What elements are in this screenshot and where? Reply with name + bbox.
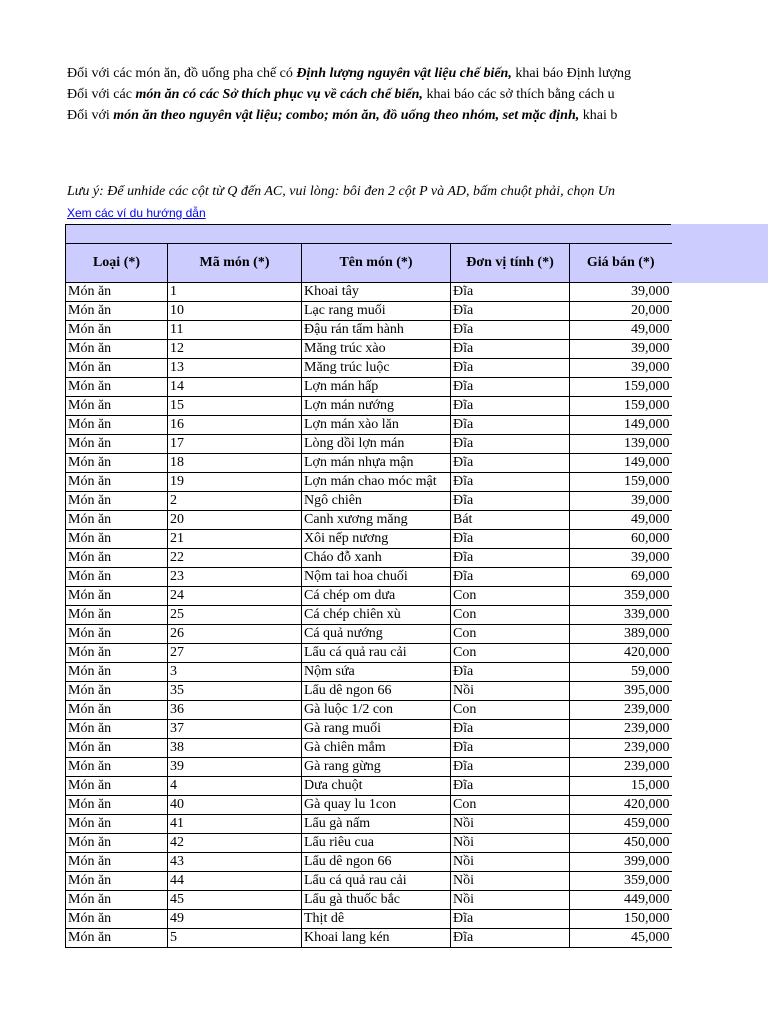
cell-type[interactable]: Món ăn — [66, 929, 168, 948]
cell-code[interactable]: 24 — [168, 587, 302, 606]
cell-code[interactable]: 21 — [168, 530, 302, 549]
cell-unit[interactable]: Đĩa — [451, 530, 570, 549]
table-row — [66, 549, 672, 568]
header-band — [65, 224, 671, 244]
cell-unit[interactable]: Nồi — [451, 872, 570, 891]
cell-code[interactable]: 39 — [168, 758, 302, 777]
table-row — [66, 872, 672, 891]
note-emphasis: món ăn theo nguyên vật liệu; combo; món ăn, đồ uống theo nhóm, set mặc định, — [113, 108, 580, 123]
cell-unit[interactable]: Đĩa — [451, 492, 570, 511]
cell-code[interactable]: 2 — [168, 492, 302, 511]
cell-unit[interactable]: Đĩa — [451, 321, 570, 340]
table-row — [66, 720, 672, 739]
cell-unit[interactable]: Đĩa — [451, 416, 570, 435]
note-text: Đối với các món ăn, đồ uống pha chế có — [67, 66, 297, 81]
cell-name[interactable]: Lợn mán xào lăn — [302, 416, 451, 435]
cell-code[interactable]: 20 — [168, 511, 302, 530]
table-row — [66, 283, 672, 302]
note-emphasis: món ăn có các Sở thích phục vụ về cách chế biến, — [135, 87, 423, 102]
cell-price[interactable]: 159,000 — [570, 397, 672, 416]
cell-unit[interactable]: Đĩa — [451, 777, 570, 796]
instruction-line-3 — [67, 108, 671, 124]
cell-price[interactable]: 359,000 — [570, 872, 672, 891]
cell-code[interactable]: 26 — [168, 625, 302, 644]
note-text: khai báo các sở thích bằng cách u — [422, 87, 615, 102]
cell-name[interactable]: Xôi nếp nương — [302, 530, 451, 549]
cell-price[interactable]: 399,000 — [570, 853, 672, 872]
cell-code[interactable]: 43 — [168, 853, 302, 872]
cell-type[interactable]: Món ăn — [66, 777, 168, 796]
cell-price[interactable]: 39,000 — [570, 549, 672, 568]
cell-code[interactable]: 14 — [168, 378, 302, 397]
cell-name[interactable]: Lẩu gà nấm — [302, 815, 451, 834]
cell-type[interactable]: Món ăn — [66, 492, 168, 511]
unhide-columns-note: Lưu ý: Để unhide các cột từ Q đến AC, vui lòng: bôi đen 2 cột P và AD, bấm chuột phải, chọn Un — [67, 184, 615, 199]
cell-unit[interactable]: Nồi — [451, 682, 570, 701]
cell-unit[interactable]: Con — [451, 587, 570, 606]
table-row — [66, 625, 672, 644]
cell-unit[interactable]: Nồi — [451, 815, 570, 834]
cell-type[interactable]: Món ăn — [66, 378, 168, 397]
cell-type[interactable]: Món ăn — [66, 682, 168, 701]
cell-price[interactable]: 239,000 — [570, 720, 672, 739]
cell-unit[interactable]: Con — [451, 644, 570, 663]
cell-name[interactable]: Cá quả nướng — [302, 625, 451, 644]
col-header-unit[interactable]: Đơn vị tính (*) — [451, 244, 570, 283]
table-row — [66, 929, 672, 948]
table-row — [66, 663, 672, 682]
cell-price[interactable]: 49,000 — [570, 321, 672, 340]
cell-code[interactable]: 11 — [168, 321, 302, 340]
cell-name[interactable]: Lẩu riêu cua — [302, 834, 451, 853]
cell-type[interactable]: Món ăn — [66, 302, 168, 321]
table-row — [66, 454, 672, 473]
cell-price[interactable]: 49,000 — [570, 511, 672, 530]
cell-unit[interactable]: Con — [451, 701, 570, 720]
cell-code[interactable]: 12 — [168, 340, 302, 359]
cell-price[interactable]: 59,000 — [570, 663, 672, 682]
col-header-type[interactable]: Loại (*) — [66, 244, 168, 283]
cell-name[interactable]: Cá chép om dưa — [302, 587, 451, 606]
cell-unit[interactable]: Đĩa — [451, 340, 570, 359]
cell-type[interactable]: Món ăn — [66, 454, 168, 473]
table-row — [66, 606, 672, 625]
cell-name[interactable]: Măng trúc luộc — [302, 359, 451, 378]
cell-unit[interactable]: Đĩa — [451, 568, 570, 587]
cell-type[interactable]: Món ăn — [66, 511, 168, 530]
cell-type[interactable]: Món ăn — [66, 796, 168, 815]
cell-price[interactable]: 339,000 — [570, 606, 672, 625]
cell-type[interactable]: Món ăn — [66, 359, 168, 378]
cell-type[interactable]: Món ăn — [66, 606, 168, 625]
cell-code[interactable]: 15 — [168, 397, 302, 416]
cell-unit[interactable]: Nồi — [451, 891, 570, 910]
cell-name[interactable]: Lợn mán chao móc mật — [302, 473, 451, 492]
cell-price[interactable]: 69,000 — [570, 568, 672, 587]
cell-type[interactable]: Món ăn — [66, 625, 168, 644]
cell-name[interactable]: Cá chép chiên xù — [302, 606, 451, 625]
cell-unit[interactable]: Đĩa — [451, 435, 570, 454]
cell-type[interactable]: Món ăn — [66, 568, 168, 587]
cell-name[interactable]: Ngô chiên — [302, 492, 451, 511]
cell-price[interactable]: 159,000 — [570, 473, 672, 492]
cell-price[interactable]: 39,000 — [570, 492, 672, 511]
cell-unit[interactable]: Con — [451, 625, 570, 644]
cell-unit[interactable]: Nồi — [451, 834, 570, 853]
cell-price[interactable]: 389,000 — [570, 625, 672, 644]
cell-price[interactable]: 149,000 — [570, 416, 672, 435]
table-row — [66, 644, 672, 663]
cell-unit[interactable]: Đĩa — [451, 758, 570, 777]
cell-name[interactable]: Lẩu dê ngon 66 — [302, 682, 451, 701]
cell-price[interactable]: 449,000 — [570, 891, 672, 910]
cell-price[interactable]: 139,000 — [570, 435, 672, 454]
cell-price[interactable]: 359,000 — [570, 587, 672, 606]
cell-price[interactable]: 420,000 — [570, 796, 672, 815]
cell-unit[interactable]: Đĩa — [451, 720, 570, 739]
cell-name[interactable]: Gà luộc 1/2 con — [302, 701, 451, 720]
cell-price[interactable]: 45,000 — [570, 929, 672, 948]
cell-unit[interactable]: Đĩa — [451, 549, 570, 568]
cell-unit[interactable]: Nồi — [451, 853, 570, 872]
table-row — [66, 682, 672, 701]
cell-type[interactable]: Món ăn — [66, 891, 168, 910]
cell-code[interactable]: 10 — [168, 302, 302, 321]
table-header-row — [66, 244, 672, 283]
cell-type[interactable]: Món ăn — [66, 435, 168, 454]
cell-code[interactable]: 44 — [168, 872, 302, 891]
cell-price[interactable]: 239,000 — [570, 758, 672, 777]
cell-unit[interactable]: Đĩa — [451, 302, 570, 321]
table-row — [66, 701, 672, 720]
table-row — [66, 530, 672, 549]
table-row — [66, 321, 672, 340]
cell-name[interactable]: Gà chiên mắm — [302, 739, 451, 758]
cell-type[interactable]: Món ăn — [66, 701, 168, 720]
table-row — [66, 739, 672, 758]
instruction-line-2 — [67, 87, 671, 103]
cell-unit[interactable]: Đĩa — [451, 929, 570, 948]
cell-name[interactable]: Khoai lang kén — [302, 929, 451, 948]
cell-price[interactable]: 15,000 — [570, 777, 672, 796]
guide-examples-link[interactable]: Xem các ví du hướng dẫn — [67, 206, 206, 220]
cell-type[interactable]: Món ăn — [66, 549, 168, 568]
table-row — [66, 758, 672, 777]
cell-unit[interactable]: Đĩa — [451, 378, 570, 397]
cell-name[interactable]: Lợn mán nhựa mận — [302, 454, 451, 473]
cell-code[interactable]: 45 — [168, 891, 302, 910]
cell-name[interactable]: Canh xương măng — [302, 511, 451, 530]
cell-name[interactable]: Lẩu dê ngon 66 — [302, 853, 451, 872]
cell-unit[interactable]: Con — [451, 606, 570, 625]
cell-type[interactable]: Món ăn — [66, 910, 168, 929]
table-row — [66, 777, 672, 796]
cell-type[interactable]: Món ăn — [66, 530, 168, 549]
cell-code[interactable]: 4 — [168, 777, 302, 796]
cell-unit[interactable]: Bát — [451, 511, 570, 530]
cell-code[interactable]: 27 — [168, 644, 302, 663]
cell-code[interactable]: 49 — [168, 910, 302, 929]
cell-unit[interactable]: Đĩa — [451, 454, 570, 473]
col-header-name[interactable]: Tên món (*) — [302, 244, 451, 283]
cell-name[interactable]: Khoai tây — [302, 283, 451, 302]
cell-code[interactable]: 41 — [168, 815, 302, 834]
cell-name[interactable]: Lòng dồi lợn mán — [302, 435, 451, 454]
table-row — [66, 416, 672, 435]
cell-type[interactable]: Món ăn — [66, 663, 168, 682]
cell-code[interactable]: 3 — [168, 663, 302, 682]
table-row — [66, 834, 672, 853]
cell-name[interactable]: Lẩu cá quả rau cải — [302, 872, 451, 891]
cell-unit[interactable]: Đĩa — [451, 283, 570, 302]
cell-price[interactable]: 150,000 — [570, 910, 672, 929]
cell-name[interactable]: Nộm sứa — [302, 663, 451, 682]
cell-price[interactable]: 39,000 — [570, 340, 672, 359]
cell-price[interactable]: 20,000 — [570, 302, 672, 321]
table-row — [66, 910, 672, 929]
cell-type[interactable]: Món ăn — [66, 397, 168, 416]
cell-price[interactable]: 159,000 — [570, 378, 672, 397]
table-row — [66, 359, 672, 378]
note-text: khai b — [579, 108, 618, 123]
cell-price[interactable]: 39,000 — [570, 359, 672, 378]
instruction-line-1 — [67, 66, 671, 82]
cell-name[interactable]: Thịt dê — [302, 910, 451, 929]
cell-price[interactable]: 459,000 — [570, 815, 672, 834]
table-row — [66, 435, 672, 454]
table-row — [66, 587, 672, 606]
table-row — [66, 473, 672, 492]
table-row — [66, 796, 672, 815]
cell-name[interactable]: Lạc rang muối — [302, 302, 451, 321]
cell-price[interactable]: 39,000 — [570, 283, 672, 302]
cell-type[interactable]: Món ăn — [66, 321, 168, 340]
cell-code[interactable]: 40 — [168, 796, 302, 815]
cell-type[interactable]: Món ăn — [66, 283, 168, 302]
cell-name[interactable]: Măng trúc xào — [302, 340, 451, 359]
table-row — [66, 568, 672, 587]
cell-name[interactable]: Dưa chuột — [302, 777, 451, 796]
cell-price[interactable]: 420,000 — [570, 644, 672, 663]
cell-unit[interactable]: Đĩa — [451, 397, 570, 416]
cell-name[interactable]: Gà rang gừng — [302, 758, 451, 777]
cell-unit[interactable]: Đĩa — [451, 473, 570, 492]
note-emphasis: Định lượng nguyên vật liệu chế biến, — [296, 66, 512, 81]
cell-name[interactable]: Gà rang muối — [302, 720, 451, 739]
cell-name[interactable]: Nộm tai hoa chuối — [302, 568, 451, 587]
cell-name[interactable]: Gà quay lu 1con — [302, 796, 451, 815]
table-row — [66, 891, 672, 910]
cell-type[interactable]: Món ăn — [66, 834, 168, 853]
table-row — [66, 397, 672, 416]
cell-type[interactable]: Món ăn — [66, 815, 168, 834]
note-text: Đối với — [67, 108, 114, 123]
cell-code[interactable]: 18 — [168, 454, 302, 473]
cell-price[interactable]: 239,000 — [570, 739, 672, 758]
cell-unit[interactable]: Con — [451, 796, 570, 815]
cell-code[interactable]: 37 — [168, 720, 302, 739]
cell-type[interactable]: Món ăn — [66, 720, 168, 739]
cell-code[interactable]: 25 — [168, 606, 302, 625]
cell-type[interactable]: Món ăn — [66, 473, 168, 492]
cell-price[interactable]: 149,000 — [570, 454, 672, 473]
cell-code[interactable]: 23 — [168, 568, 302, 587]
header-band-extension — [671, 224, 768, 283]
table-row — [66, 511, 672, 530]
col-header-price[interactable]: Giá bán (*) — [570, 244, 672, 283]
note-text: khai báo Định lượng — [511, 66, 632, 81]
cell-name[interactable]: Lẩu gà thuốc bắc — [302, 891, 451, 910]
table-row — [66, 853, 672, 872]
note-text: Đối với các — [67, 87, 136, 102]
cell-name[interactable]: Lẩu cá quả rau cải — [302, 644, 451, 663]
table-body — [66, 283, 672, 948]
cell-price[interactable]: 395,000 — [570, 682, 672, 701]
cell-type[interactable]: Món ăn — [66, 416, 168, 435]
cell-price[interactable]: 60,000 — [570, 530, 672, 549]
cell-code[interactable]: 22 — [168, 549, 302, 568]
cell-type[interactable]: Món ăn — [66, 853, 168, 872]
cell-price[interactable]: 450,000 — [570, 834, 672, 853]
cell-unit[interactable]: Đĩa — [451, 663, 570, 682]
cell-code[interactable]: 13 — [168, 359, 302, 378]
cell-type[interactable]: Món ăn — [66, 872, 168, 891]
table-row — [66, 815, 672, 834]
cell-code[interactable]: 38 — [168, 739, 302, 758]
cell-type[interactable]: Món ăn — [66, 644, 168, 663]
cell-code[interactable]: 16 — [168, 416, 302, 435]
cell-code[interactable]: 1 — [168, 283, 302, 302]
cell-code[interactable]: 19 — [168, 473, 302, 492]
cell-code[interactable]: 5 — [168, 929, 302, 948]
table-row — [66, 492, 672, 511]
table-row — [66, 302, 672, 321]
cell-name[interactable]: Đậu rán tẩm hành — [302, 321, 451, 340]
cell-code[interactable]: 36 — [168, 701, 302, 720]
cell-code[interactable]: 17 — [168, 435, 302, 454]
menu-items-table — [65, 243, 672, 948]
cell-unit[interactable]: Đĩa — [451, 359, 570, 378]
col-header-code[interactable]: Mã món (*) — [168, 244, 302, 283]
cell-name[interactable]: Lợn mán hấp — [302, 378, 451, 397]
cell-price[interactable]: 239,000 — [570, 701, 672, 720]
cell-type[interactable]: Món ăn — [66, 739, 168, 758]
cell-type[interactable]: Món ăn — [66, 758, 168, 777]
cell-unit[interactable]: Đĩa — [451, 910, 570, 929]
cell-name[interactable]: Cháo đỗ xanh — [302, 549, 451, 568]
cell-code[interactable]: 35 — [168, 682, 302, 701]
cell-type[interactable]: Món ăn — [66, 587, 168, 606]
table-row — [66, 378, 672, 397]
table-row — [66, 340, 672, 359]
cell-name[interactable]: Lợn mán nướng — [302, 397, 451, 416]
cell-type[interactable]: Món ăn — [66, 340, 168, 359]
cell-unit[interactable]: Đĩa — [451, 739, 570, 758]
cell-code[interactable]: 42 — [168, 834, 302, 853]
